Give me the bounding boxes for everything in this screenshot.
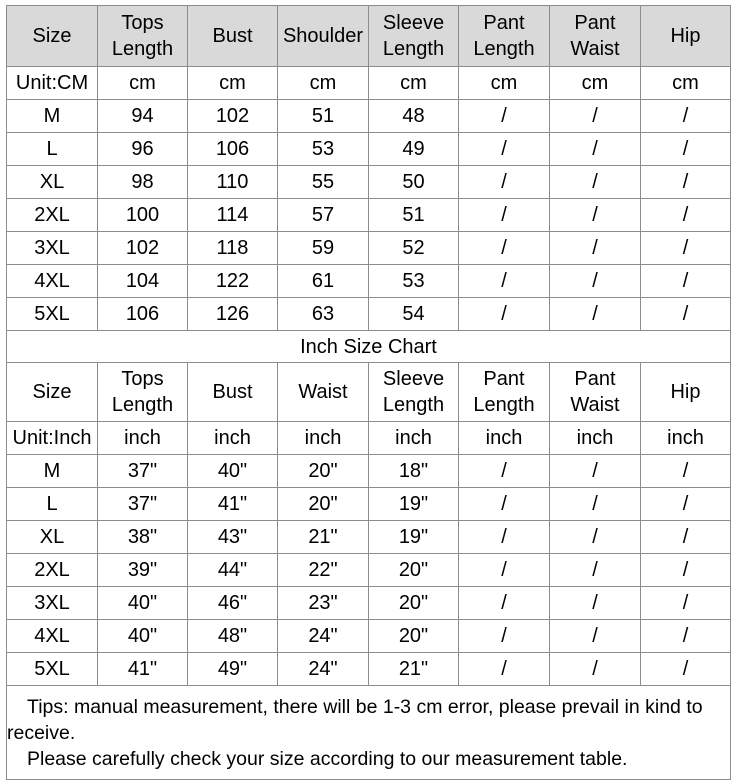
column-header-line: Length xyxy=(111,38,174,60)
table-cell: 63 xyxy=(278,298,369,331)
table-cell: / xyxy=(459,232,550,265)
table-row xyxy=(7,265,731,298)
column-header-line: Pant xyxy=(483,12,525,34)
table-cell: 104 xyxy=(98,265,188,298)
table-cell: 20" xyxy=(369,620,459,653)
size-label-cell: XL xyxy=(7,166,98,199)
column-header-line: Tops xyxy=(121,368,164,390)
table-cell: 38" xyxy=(98,521,188,554)
table-cell: 37" xyxy=(98,455,188,488)
table-cell: / xyxy=(641,455,731,488)
table-cell: 106 xyxy=(98,298,188,331)
table-row xyxy=(7,587,731,620)
unit-cell: cm xyxy=(459,67,550,100)
column-header xyxy=(550,363,641,422)
size-label-cell: 3XL xyxy=(7,587,98,620)
table-row xyxy=(7,298,731,331)
table-cell: / xyxy=(641,133,731,166)
unit-cell: Unit:CM xyxy=(7,67,98,100)
table-cell: 23" xyxy=(278,587,369,620)
table-row xyxy=(7,653,731,686)
inch-table-header-row xyxy=(7,363,731,422)
table-cell: / xyxy=(641,587,731,620)
table-cell: / xyxy=(459,455,550,488)
table-cell: / xyxy=(459,620,550,653)
column-header-line: Tops xyxy=(121,12,164,34)
size-label-cell: XL xyxy=(7,521,98,554)
table-cell: / xyxy=(459,166,550,199)
table-cell: 59 xyxy=(278,232,369,265)
table-cell: 37" xyxy=(98,488,188,521)
column-header xyxy=(98,363,188,422)
unit-cell: inch xyxy=(550,422,641,455)
table-cell: / xyxy=(641,554,731,587)
table-cell: / xyxy=(459,554,550,587)
inch-size-chart-title: Inch Size Chart xyxy=(7,331,731,363)
column-header-line: Size xyxy=(32,25,72,47)
size-label-cell: 2XL xyxy=(7,554,98,587)
column-header-line: Size xyxy=(32,381,72,403)
column-header xyxy=(278,363,369,422)
unit-cell: inch xyxy=(641,422,731,455)
table-row xyxy=(7,166,731,199)
column-header xyxy=(641,6,731,67)
table-cell: 110 xyxy=(188,166,278,199)
size-label-cell: 4XL xyxy=(7,265,98,298)
unit-cell: cm xyxy=(98,67,188,100)
table-cell: 52 xyxy=(369,232,459,265)
table-cell: / xyxy=(550,488,641,521)
column-header-line: Length xyxy=(382,394,445,416)
table-cell: / xyxy=(550,620,641,653)
table-cell: / xyxy=(550,587,641,620)
size-chart-table xyxy=(6,5,731,780)
column-header xyxy=(459,363,550,422)
table-cell: 55 xyxy=(278,166,369,199)
column-header-line: Length xyxy=(382,38,445,60)
table-cell: 94 xyxy=(98,100,188,133)
table-cell: / xyxy=(641,265,731,298)
table-cell: / xyxy=(459,298,550,331)
table-cell: 40" xyxy=(188,455,278,488)
size-label-cell: 4XL xyxy=(7,620,98,653)
size-label-cell: 3XL xyxy=(7,232,98,265)
column-header-line: Sleeve xyxy=(382,368,445,390)
table-cell: / xyxy=(641,199,731,232)
table-cell: 24" xyxy=(278,653,369,686)
unit-cell: cm xyxy=(188,67,278,100)
column-header-line: Pant xyxy=(574,12,616,34)
table-cell: 61 xyxy=(278,265,369,298)
column-header xyxy=(7,363,98,422)
column-header-line: Length xyxy=(473,38,535,60)
column-header-line: Waist xyxy=(570,38,620,60)
table-cell: 44" xyxy=(188,554,278,587)
table-cell: / xyxy=(459,100,550,133)
column-header xyxy=(188,6,278,67)
table-cell: 51 xyxy=(278,100,369,133)
table-cell: 96 xyxy=(98,133,188,166)
table-cell: 39" xyxy=(98,554,188,587)
table-cell: 43" xyxy=(188,521,278,554)
table-cell: 98 xyxy=(98,166,188,199)
table-cell: 21" xyxy=(369,653,459,686)
table-cell: / xyxy=(550,653,641,686)
table-cell: / xyxy=(550,298,641,331)
table-cell: / xyxy=(550,265,641,298)
column-header-line: Hip xyxy=(670,25,701,47)
table-row xyxy=(7,100,731,133)
unit-cell: inch xyxy=(188,422,278,455)
table-cell: 118 xyxy=(188,232,278,265)
table-cell: / xyxy=(550,554,641,587)
column-header xyxy=(278,6,369,67)
table-cell: / xyxy=(641,488,731,521)
table-cell: 57 xyxy=(278,199,369,232)
table-cell: 48" xyxy=(188,620,278,653)
table-row xyxy=(7,620,731,653)
tips-section xyxy=(7,686,731,780)
table-cell: 49 xyxy=(369,133,459,166)
unit-cell: cm xyxy=(550,67,641,100)
table-cell: / xyxy=(459,488,550,521)
table-cell: 40" xyxy=(98,587,188,620)
table-cell: / xyxy=(641,653,731,686)
unit-cell: inch xyxy=(278,422,369,455)
table-cell: 102 xyxy=(188,100,278,133)
column-header-line: Length xyxy=(473,394,535,416)
column-header xyxy=(369,363,459,422)
unit-cell: cm xyxy=(369,67,459,100)
table-cell: / xyxy=(550,455,641,488)
table-cell: 49" xyxy=(188,653,278,686)
table-cell: / xyxy=(550,199,641,232)
column-header-line: Bust xyxy=(212,25,253,47)
tip-check-size: Please carefully check your size according to our measurement table. xyxy=(27,748,628,770)
column-header-line: Hip xyxy=(670,381,701,403)
table-row xyxy=(7,488,731,521)
column-header-line: Sleeve xyxy=(382,12,445,34)
unit-cell: inch xyxy=(98,422,188,455)
table-cell: 114 xyxy=(188,199,278,232)
table-cell: / xyxy=(641,521,731,554)
column-header-line: Length xyxy=(111,394,174,416)
inch-size-section xyxy=(7,363,731,686)
size-label-cell: 5XL xyxy=(7,653,98,686)
size-label-cell: L xyxy=(7,488,98,521)
table-cell: / xyxy=(641,100,731,133)
table-cell: 40" xyxy=(98,620,188,653)
column-header xyxy=(550,6,641,67)
table-cell: / xyxy=(459,265,550,298)
column-header-line: Bust xyxy=(212,381,253,403)
size-label-cell: M xyxy=(7,100,98,133)
table-cell: 20" xyxy=(369,554,459,587)
table-cell: / xyxy=(641,166,731,199)
table-cell: 19" xyxy=(369,488,459,521)
column-header-line: Waist xyxy=(570,394,620,416)
table-row xyxy=(7,554,731,587)
unit-cell: cm xyxy=(641,67,731,100)
table-cell: 20" xyxy=(278,488,369,521)
table-cell: 102 xyxy=(98,232,188,265)
table-cell: 51 xyxy=(369,199,459,232)
unit-row xyxy=(7,422,731,455)
column-header xyxy=(369,6,459,67)
cm-size-section xyxy=(7,6,731,331)
table-cell: 18" xyxy=(369,455,459,488)
table-cell: / xyxy=(550,100,641,133)
unit-cell: cm xyxy=(278,67,369,100)
column-header-line: Waist xyxy=(298,381,348,403)
table-cell: 50 xyxy=(369,166,459,199)
table-cell: / xyxy=(550,133,641,166)
tips-cell xyxy=(7,686,731,780)
table-cell: / xyxy=(459,199,550,232)
column-header xyxy=(7,6,98,67)
unit-row xyxy=(7,67,731,100)
table-cell: 126 xyxy=(188,298,278,331)
table-cell: / xyxy=(641,298,731,331)
column-header-line: Pant xyxy=(574,368,616,390)
table-cell: 21" xyxy=(278,521,369,554)
table-cell: / xyxy=(550,232,641,265)
column-header xyxy=(459,6,550,67)
size-label-cell: 2XL xyxy=(7,199,98,232)
table-cell: 41" xyxy=(98,653,188,686)
table-cell: 22" xyxy=(278,554,369,587)
table-row xyxy=(7,232,731,265)
size-label-cell: L xyxy=(7,133,98,166)
table-cell: 100 xyxy=(98,199,188,232)
table-row xyxy=(7,199,731,232)
table-cell: 53 xyxy=(369,265,459,298)
table-cell: 53 xyxy=(278,133,369,166)
unit-cell: inch xyxy=(459,422,550,455)
unit-cell: Unit:Inch xyxy=(7,422,98,455)
column-header-line: Pant xyxy=(483,368,525,390)
column-header xyxy=(98,6,188,67)
table-cell: 24" xyxy=(278,620,369,653)
table-cell: 41" xyxy=(188,488,278,521)
table-cell: / xyxy=(550,166,641,199)
table-row xyxy=(7,133,731,166)
tip-measurement-error: Tips: manual measurement, there will be 1-3 cm error, please prevail in kind to receive. xyxy=(7,696,703,744)
table-cell: / xyxy=(550,521,641,554)
size-label-cell: M xyxy=(7,455,98,488)
table-cell: / xyxy=(459,653,550,686)
size-label-cell: 5XL xyxy=(7,298,98,331)
table-cell: 48 xyxy=(369,100,459,133)
table-row xyxy=(7,521,731,554)
table-cell: 106 xyxy=(188,133,278,166)
inch-title-section xyxy=(7,331,731,363)
table-cell: / xyxy=(641,620,731,653)
table-cell: 122 xyxy=(188,265,278,298)
table-cell: 46" xyxy=(188,587,278,620)
table-cell: / xyxy=(459,587,550,620)
cm-table-header-row xyxy=(7,6,731,67)
table-cell: / xyxy=(459,521,550,554)
column-header xyxy=(641,363,731,422)
table-cell: 20" xyxy=(278,455,369,488)
column-header xyxy=(188,363,278,422)
column-header-line: Shoulder xyxy=(282,25,364,47)
table-cell: 19" xyxy=(369,521,459,554)
table-cell: 20" xyxy=(369,587,459,620)
unit-cell: inch xyxy=(369,422,459,455)
table-cell: / xyxy=(459,133,550,166)
table-row xyxy=(7,455,731,488)
table-cell: 54 xyxy=(369,298,459,331)
table-cell: / xyxy=(641,232,731,265)
